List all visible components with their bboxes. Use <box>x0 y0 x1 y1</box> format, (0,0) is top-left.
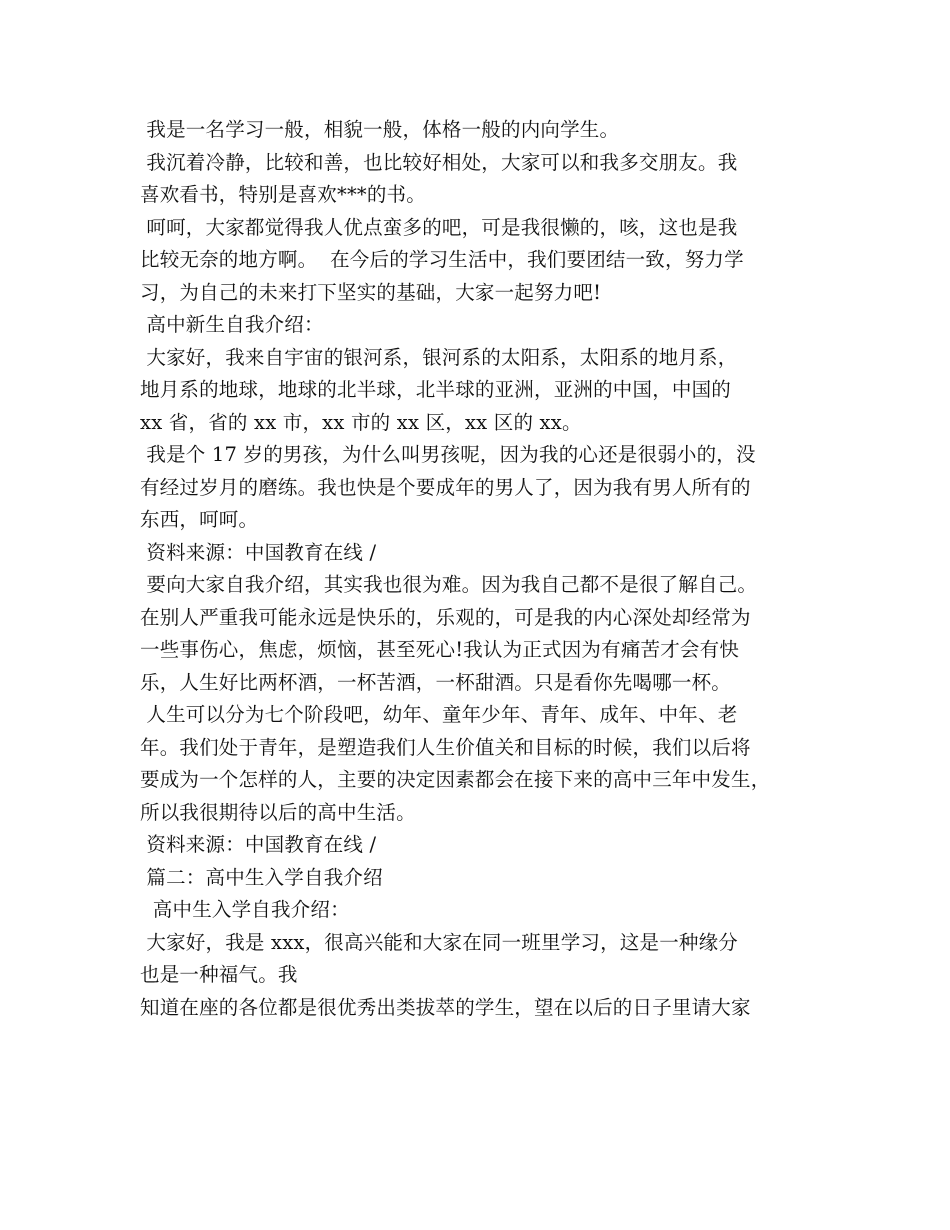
text-line: 呵呵，大家都觉得我人优点蛮多的吧，可是我很懒的，咳，这也是我 <box>140 215 738 239</box>
text-line: 东西，呵呵。 <box>140 508 259 531</box>
text-line: 在别人严重我可能永远是快乐的，乐观的，可是我的内心深处却经常为 <box>140 605 751 629</box>
text-line: 我是一名学习一般，相貌一般，体格一般的内向学生。 <box>140 118 620 141</box>
text-line: 大家好，我是 xxx，很高兴能和大家在同一班里学习，这是一种缘分 <box>140 930 738 954</box>
text-line: xx 省，省的 xx 市，xx 市的 xx 区，xx 区的 xx。 <box>140 410 582 434</box>
text-line: 要向大家自我介绍，其实我也很为难。因为我自己都不是很了解自己。 <box>140 573 758 596</box>
text-line: 我是个 17 岁的男孩，为什么叫男孩呢，因为我的心还是很弱小的，没 <box>140 443 756 466</box>
section-heading: 高中新生自我介绍： <box>140 313 324 336</box>
text-line: 也是一种福气。我 <box>140 963 298 986</box>
text-line: 习，为自己的未来打下坚实的基础，大家一起努力吧! <box>140 280 602 304</box>
text-line: 大家好，我来自宇宙的银河系，银河系的太阳系，太阳系的地月系， <box>140 345 738 369</box>
text-line: 一些事伤心，焦虑，烦恼，甚至死心!我认为正式因为有痛苦才会有快 <box>140 638 740 661</box>
text-line: 知道在座的各位都是很优秀出类拔萃的学生，望在以后的日子里请大家 <box>140 995 751 1019</box>
text-line: 所以我很期待以后的高中生活。 <box>140 800 416 824</box>
source-note: 资料来源：中国教育在线 / <box>140 540 377 564</box>
text-line: 有经过岁月的磨练。我也快是个要成年的男人了，因为我有男人所有的 <box>140 475 751 499</box>
source-note: 资料来源：中国教育在线 / <box>140 833 377 856</box>
text-line: 喜欢看书，特别是喜欢***的书。 <box>140 183 426 206</box>
text-line: 比较无奈的地方啊。 在今后的学习生活中，我们要团结一致，努力学 <box>140 248 744 271</box>
section-heading: 篇二：高中生入学自我介绍 <box>140 865 383 889</box>
text-line: 乐，人生好比两杯酒，一杯苦酒，一杯甜酒。只是看你先喝哪一杯。 <box>140 670 732 694</box>
text-line: 我沉着冷静，比较和善，也比较好相处，大家可以和我多交朋友。我 <box>140 150 738 174</box>
text-line: 要成为一个怎样的人，主要的决定因素都会在接下来的高中三年中发生， <box>140 768 771 791</box>
section-heading: 高中生入学自我介绍： <box>140 898 350 921</box>
document-page <box>140 114 840 1024</box>
text-line: 人生可以分为七个阶段吧，幼年、童年少年、青年、成年、中年、老 <box>140 703 738 726</box>
text-line: 地月系的地球，地球的北半球，北半球的亚洲，亚洲的中国，中国的 <box>140 378 732 401</box>
text-line: 年。我们处于青年，是塑造我们人生价值关和目标的时候，我们以后将 <box>140 735 751 759</box>
